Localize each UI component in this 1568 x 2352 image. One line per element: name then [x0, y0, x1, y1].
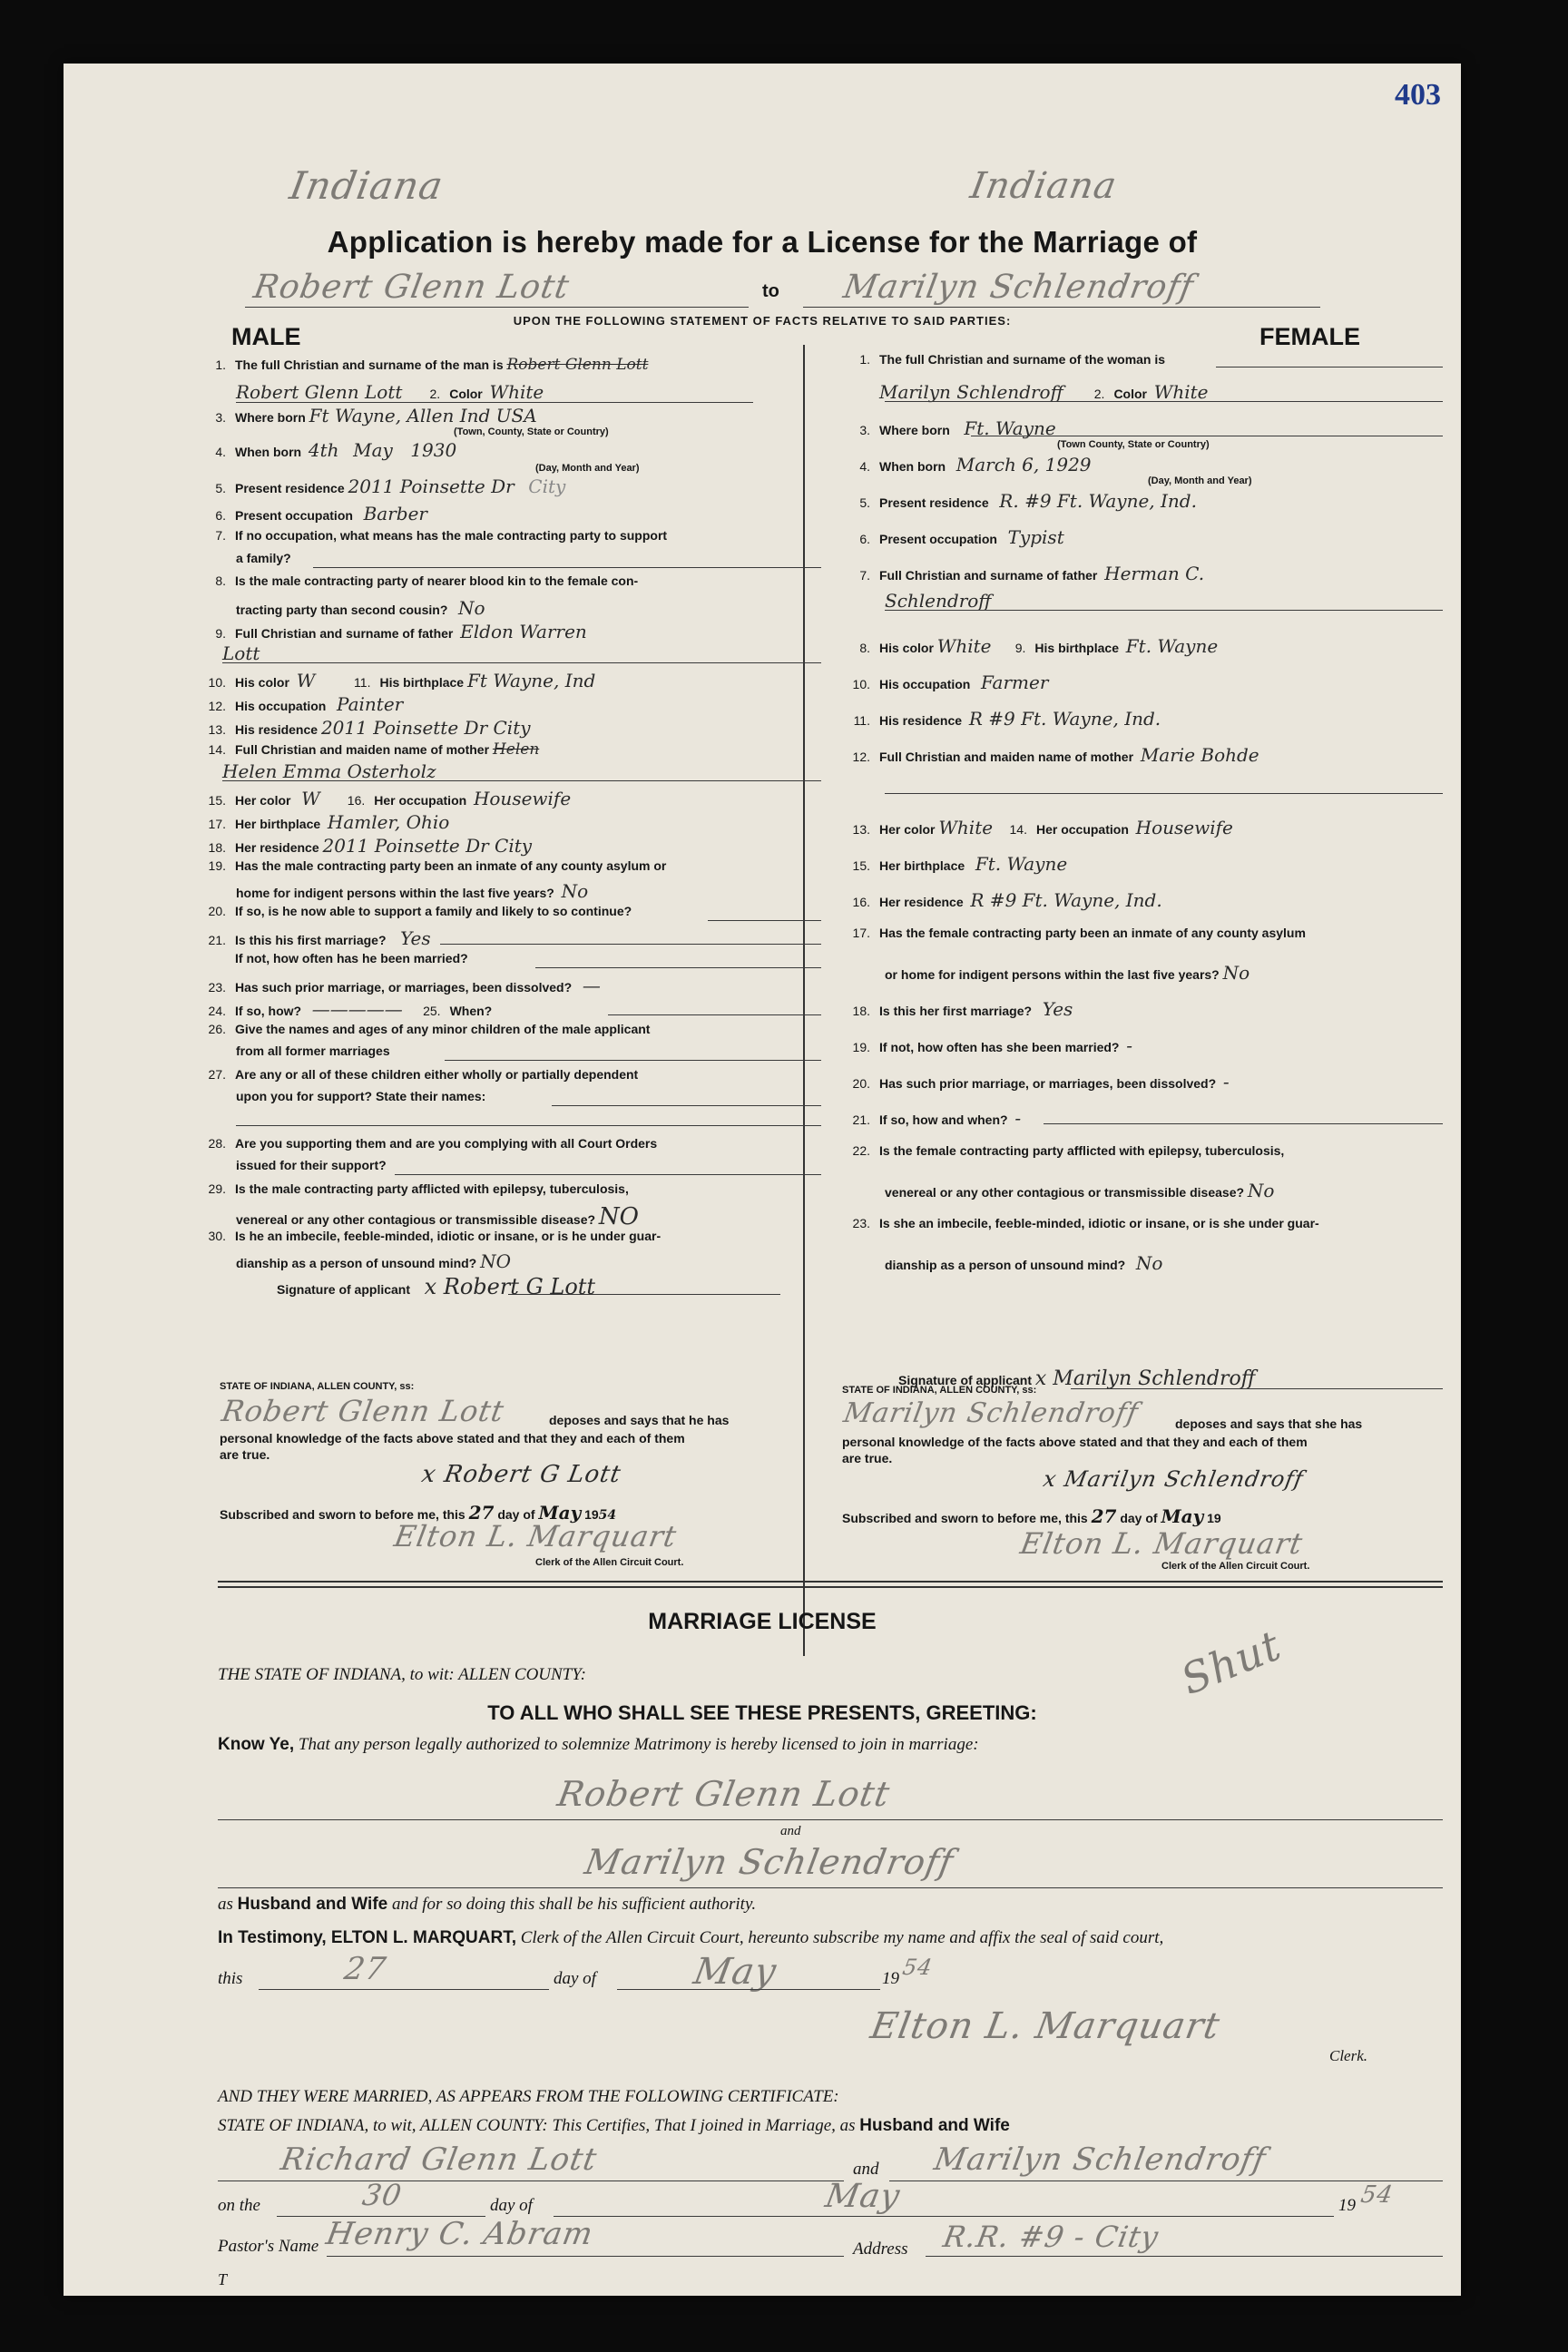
- male-q26: 26. Give the names and ages of any minor children of the male applicant: [208, 1022, 651, 1036]
- groom-name-header: Robert Glenn Lott: [250, 269, 573, 306]
- sworn-female: Subscribed and sworn to before me, this 27 day of May 19: [842, 1505, 1221, 1527]
- female-q20: 20. Has such prior marriage, or marriages, been dissolved? -: [852, 1071, 1230, 1093]
- female-q17: 17. Has the female contracting party been an inmate of any county asylum: [852, 926, 1306, 940]
- male-q2-row: Robert Glenn Lott 2. Color White: [236, 381, 544, 403]
- female-q10: 10. His occupation Farmer: [852, 671, 1049, 693]
- male-q18: 18. Her residence 2011 Poinsette Dr City: [208, 835, 533, 857]
- license-title: MARRIAGE LICENSE: [648, 1609, 877, 1634]
- male-q22a: If not, how often has he been married?: [235, 951, 468, 965]
- male-q20: 20. If so, is he now able to support a family and likely to so continue?: [208, 904, 632, 918]
- application-title: Application is hereby made for a License for the Marriage of: [327, 225, 1198, 259]
- male-q24-25: 24. If so, how? ————— 25. When?: [208, 998, 493, 1020]
- male-q29: 29. Is the male contracting party afflicted with epilepsy, tuberculosis,: [208, 1181, 629, 1196]
- male-q7: 7. If no occupation, what means has the male contracting party to support: [215, 528, 668, 543]
- female-q3: 3. Where born Ft. Wayne: [859, 417, 1056, 439]
- female-q13-14: 13. Her color White 14. Her occupation Housewife: [852, 817, 1233, 838]
- female-q16: 16. Her residence R #9 Ft. Wayne, Ind.: [852, 889, 1162, 911]
- female-q12: 12. Full Christian and maiden name of mother Marie Bohde: [852, 744, 1259, 766]
- margin-note: Shut: [1174, 1620, 1289, 1705]
- female-q18: 18. Is this her first marriage? Yes: [852, 998, 1073, 1020]
- license-clerk-signature: Elton L. Marquart: [867, 2005, 1224, 2047]
- clerk-signature-male: Elton L. Marquart: [391, 1519, 680, 1553]
- license-state-line: THE STATE OF INDIANA, to wit: ALLEN COUNTY:: [218, 1665, 586, 1684]
- to-label: to: [762, 281, 779, 301]
- female-q8-9: 8. His color White 9. His birthplace Ft. Wayne: [859, 635, 1219, 657]
- affidavit-female-name: Marilyn Schlendroff: [840, 1397, 1142, 1429]
- male-q14: 14. Full Christian and maiden name of mother Helen: [208, 740, 540, 759]
- license-bride: Marilyn Schlendroff: [582, 1842, 957, 1882]
- clerk-signature-female: Elton L. Marquart: [1017, 1526, 1306, 1561]
- male-q4: 4. When born 4th May 1930: [215, 439, 457, 461]
- marriage-record-page: 403 Indiana Indiana Application is hereby made for a License for the Marriage of Robert Glenn Lott to Marilyn Schlendroff UPON THE FOLLOWING STATEMENT OF FACTS RELATIVE TO SAID PARTIES: MALE FEMALE 1. The full Christian and surname of the man is Robert Glenn Lott Robert Glenn Lott 2. Color White 3. Where born Ft Wayne, Allen Ind USA (Town, County, State or Country) 4. When born 4th May 1930 (Day, Month and Year) 5. Present residence 2011 Poinsette Dr City 6. Present occupation Barber 7. If no occupation, what means has the male contracting party to support a family? 8. Is the male contracting party of nearer blood kin to the female con- tracting party than second cousin? No 9. Full Christian and surname of father Eldon Warren Lott 10. His color W 11. His birthplace Ft Wayne, Ind 12. His occupation Painter 13. His residence 2011 Poinsette Dr City 14. Full Christian and maiden name of mother Helen Helen Emma Osterholz 15. Her color W 16. Her occupation Housewife 17. Her birthplace Hamler, Ohio 18. Her residence 2011 Poinsette Dr City 19. Has the male contracting party been an inmate of any county asylum or home for indigent persons within the last five years? No 20. If so, is he now able to support a family and likely to so continue? 21. Is this his first marriage? Yes If not, how often has he been married? 23. Has such prior marriage, or marriages, been dissolved? — 24. If so, how? ————— 25. When? 26. Give the names and ages of any minor children of the male applicant from all former marriages 27. Are any or all of these children either wholly or partially dependent upon you for support? State their names: 28. Are you supporting them and are you complying with all Court Orders issued for their support? 29. Is the male contracting party afflicted with epilepsy, tuberculosis, venereal or any other contagious or transmissible disease? NO 30. Is he an imbecile, feeble-minded, idiotic or insane, or is he under guar- dianship as a person of unsound mind? NO Signature of applicant x Robert G Lott 1. The full Christian and surname of the woman is Marilyn Schlendroff 2. Color White 3. Where born Ft. Wayne (Town County, State or Country) 4. When born March 6, 1929 (Day, Month and Year) 5. Present residence R. #9 Ft. Wayne, Ind. 6. Present occupation Typist 7. Full Christian and surname of father Herman C. Schlendroff 8. His color White 9. His birthplace Ft. Wayne 10. His occupation Farmer 11. His residence R #9 Ft. Wayne, Ind. 12. Full Christian and maiden name of mother Marie Bohde 13. Her color White 14. Her occupation Housewife 15. Her birthplace Ft. Wayne 16. Her residence R #9 Ft. Wayne, Ind. 17. Has the female contracting party been an inmate of any county asylum or home for indigent persons within the last five years? No 18. Is this her first marriage? Yes 19. If not, how often has she been married? - 20. Has such prior marriage, or marriages, been dissolved? - 21. If so, how and when? - 22. Is the female contracting party afflicted with epilepsy, tuberculosis, venereal or any other contagious or transmissible disease? No 23. Is she an imbecile, feeble-minded, idiotic or insane, or is she under guar- dianship as a person of unsound mind? No Signature of applicant x Marilyn Schlendroff STATE OF INDIANA, ALLEN COUNTY, ss: Robert Glenn Lott deposes and says that he has personal knowledge of the facts above stated and that they and each of them are true. x Robert G Lott Subscribed and sworn to before me, this 27 day of May 1954 Elton L. Marquart Clerk of the Allen Circuit Court. STATE OF INDIANA, ALLEN COUNTY, ss: Marilyn Schlendroff deposes and says that she has personal knowledge of the facts above stated and that they and each of them are true. x Marilyn Schlendroff Subscribed and sworn to before me, this 27 day of May 19 Elton L. Marquart Clerk of the Allen Circuit Court. MARRIAGE LICENSE THE STATE OF INDIANA, to wit: ALLEN COUNTY: Shut TO ALL WHO SHALL SEE THESE PRESENTS, GREETING: Know Ye, That any person legally authorized to solemnize Matrimony is hereby licensed to join in marriage: Robert Glenn Lott and Marilyn Schlendroff as Husband and Wife and for so doing this shall be his sufficient authority. In Testimony, ELTON L. MARQUART, Clerk of the Allen Circuit Court, hereunto subscribe my name and affix the seal of said court, this 27 day of May 19 54 Elton L. Marquart Clerk. AND THEY WERE MARRIED, AS APPEARS FROM THE FOLLOWING CERTIFICATE: STATE OF INDIANA, to wit, ALLEN COUNTY: This Certifies, That I joined in Marriage, as Husband and Wife Richard Glenn Lott and Marilyn Schlendroff on the 30 day of May 19 54 Pastor's Name Henry C. Abram Address R.R. #9 - City T: [64, 64, 1461, 2296]
- facts-subheading: UPON THE FOLLOWING STATEMENT OF FACTS RELATIVE TO SAID PARTIES:: [513, 314, 1012, 328]
- female-q23: 23. Is she an imbecile, feeble-minded, idiotic or insane, or is she under guar-: [852, 1216, 1319, 1230]
- female-q1: 1. The full Christian and surname of the woman is: [859, 352, 1166, 367]
- certificate-month: May: [822, 2178, 904, 2215]
- know-ye-line: Know Ye, That any person legally authorized to solemnize Matrimony is hereby licensed to join in marriage:: [218, 1735, 979, 1754]
- male-q23: 23. Has such prior marriage, or marriages, been dissolved? —: [208, 975, 601, 996]
- male-q30: 30. Is he an imbecile, feeble-minded, idiotic or insane, or is he under guar-: [208, 1229, 662, 1243]
- female-q22: 22. Is the female contracting party afflicted with epilepsy, tuberculosis,: [852, 1143, 1285, 1158]
- certificate-heading: AND THEY WERE MARRIED, AS APPEARS FROM THE FOLLOWING CERTIFICATE:: [218, 2087, 839, 2106]
- license-groom: Robert Glenn Lott: [554, 1774, 894, 1814]
- female-signature: Signature of applicant x Marilyn Schlendroff: [898, 1367, 1256, 1390]
- license-greeting: TO ALL WHO SHALL SEE THESE PRESENTS, GREETING:: [487, 1701, 1037, 1724]
- certificate-text: STATE OF INDIANA, to wit, ALLEN COUNTY: This Certifies, That I joined in Marriage, as Husband and Wife: [218, 2116, 1010, 2135]
- page-number: 403: [1395, 78, 1441, 112]
- testimony-line: In Testimony, ELTON L. MARQUART, Clerk of the Allen Circuit Court, hereunto subscribe my name and affix the seal of said court,: [218, 1928, 1164, 1947]
- husband-wife-line: as Husband and Wife and for so doing this shall be his sufficient authority.: [218, 1895, 757, 1914]
- female-q19: 19. If not, how often has she been married? -: [852, 1034, 1133, 1056]
- male-q15-16: 15. Her color W 16. Her occupation Housewife: [208, 788, 572, 809]
- license-day: 27: [341, 1951, 389, 1987]
- female-heading: FEMALE: [1259, 323, 1360, 350]
- pastor-name: Henry C. Abram: [323, 2216, 596, 2252]
- male-q21: 21. Is this his first marriage? Yes: [208, 927, 431, 949]
- male-signature-row: Signature of applicant x Robert G Lott: [277, 1274, 596, 1299]
- male-q6: 6. Present occupation Barber: [215, 503, 427, 524]
- male-q28: 28. Are you supporting them and are you complying with all Court Orders: [208, 1136, 658, 1151]
- female-q15: 15. Her birthplace Ft. Wayne: [852, 853, 1068, 875]
- license-month: May: [690, 1951, 780, 1993]
- certificate-year: 54: [1358, 2181, 1396, 2209]
- male-q1: 1. The full Christian and surname of the man is Robert Glenn Lott: [215, 356, 649, 374]
- affidavit-male-signature: x Robert G Lott: [419, 1461, 623, 1488]
- male-q12: 12. His occupation Painter: [208, 693, 404, 715]
- male-q10-11: 10. His color W 11. His birthplace Ft Wayne, Ind: [208, 670, 596, 691]
- female-q2-row: Marilyn Schlendroff 2. Color White: [879, 381, 1209, 403]
- certificate-bride: Marilyn Schlendroff: [931, 2141, 1269, 2178]
- male-q19: 19. Has the male contracting party been an inmate of any county asylum or: [208, 858, 667, 873]
- state-handwritten-female: Indiana: [966, 165, 1121, 207]
- female-q5: 5. Present residence R. #9 Ft. Wayne, Ind.: [859, 490, 1197, 512]
- state-handwritten-male: Indiana: [286, 163, 447, 208]
- male-q5: 5. Present residence 2011 Poinsette Dr City: [215, 475, 566, 497]
- certificate-day: 30: [359, 2178, 406, 2212]
- male-q3: 3. Where born Ft Wayne, Allen Ind USA: [215, 405, 537, 426]
- bride-name-header: Marilyn Schlendroff: [840, 269, 1197, 306]
- female-q11: 11. His residence R #9 Ft. Wayne, Ind.: [853, 708, 1161, 730]
- male-q17: 17. Her birthplace Hamler, Ohio: [208, 811, 450, 833]
- certificate-groom: Richard Glenn Lott: [278, 2141, 601, 2178]
- pastor-address: R.R. #9 - City: [940, 2220, 1162, 2254]
- female-q6: 6. Present occupation Typist: [859, 526, 1064, 548]
- male-q9: 9. Full Christian and surname of father Eldon Warren: [215, 621, 587, 642]
- female-q7: 7. Full Christian and surname of father Herman C.: [859, 563, 1205, 584]
- sworn-male: Subscribed and sworn to before me, this 27 day of May 1954: [220, 1502, 617, 1524]
- male-heading: MALE: [231, 323, 301, 350]
- column-divider: [803, 345, 805, 1656]
- corner-mark: T: [218, 2270, 228, 2288]
- affidavit-state-male: STATE OF INDIANA, ALLEN COUNTY, ss:: [220, 1381, 415, 1392]
- male-q27: 27. Are any or all of these children either wholly or partially dependent: [208, 1067, 639, 1082]
- male-q13: 13. His residence 2011 Poinsette Dr City: [208, 717, 531, 739]
- affidavit-male-name: Robert Glenn Lott: [219, 1394, 507, 1428]
- license-year: 54: [900, 1955, 936, 1980]
- male-q8: 8. Is the male contracting party of nearer blood kin to the female con-: [215, 573, 639, 588]
- female-q21: 21. If so, how and when? -: [852, 1107, 1022, 1129]
- affidavit-female-signature: x Marilyn Schlendroff: [1041, 1466, 1306, 1492]
- affidavit-state-female: STATE OF INDIANA, ALLEN COUNTY, ss:: [842, 1385, 1037, 1396]
- female-q4: 4. When born March 6, 1929: [859, 454, 1092, 475]
